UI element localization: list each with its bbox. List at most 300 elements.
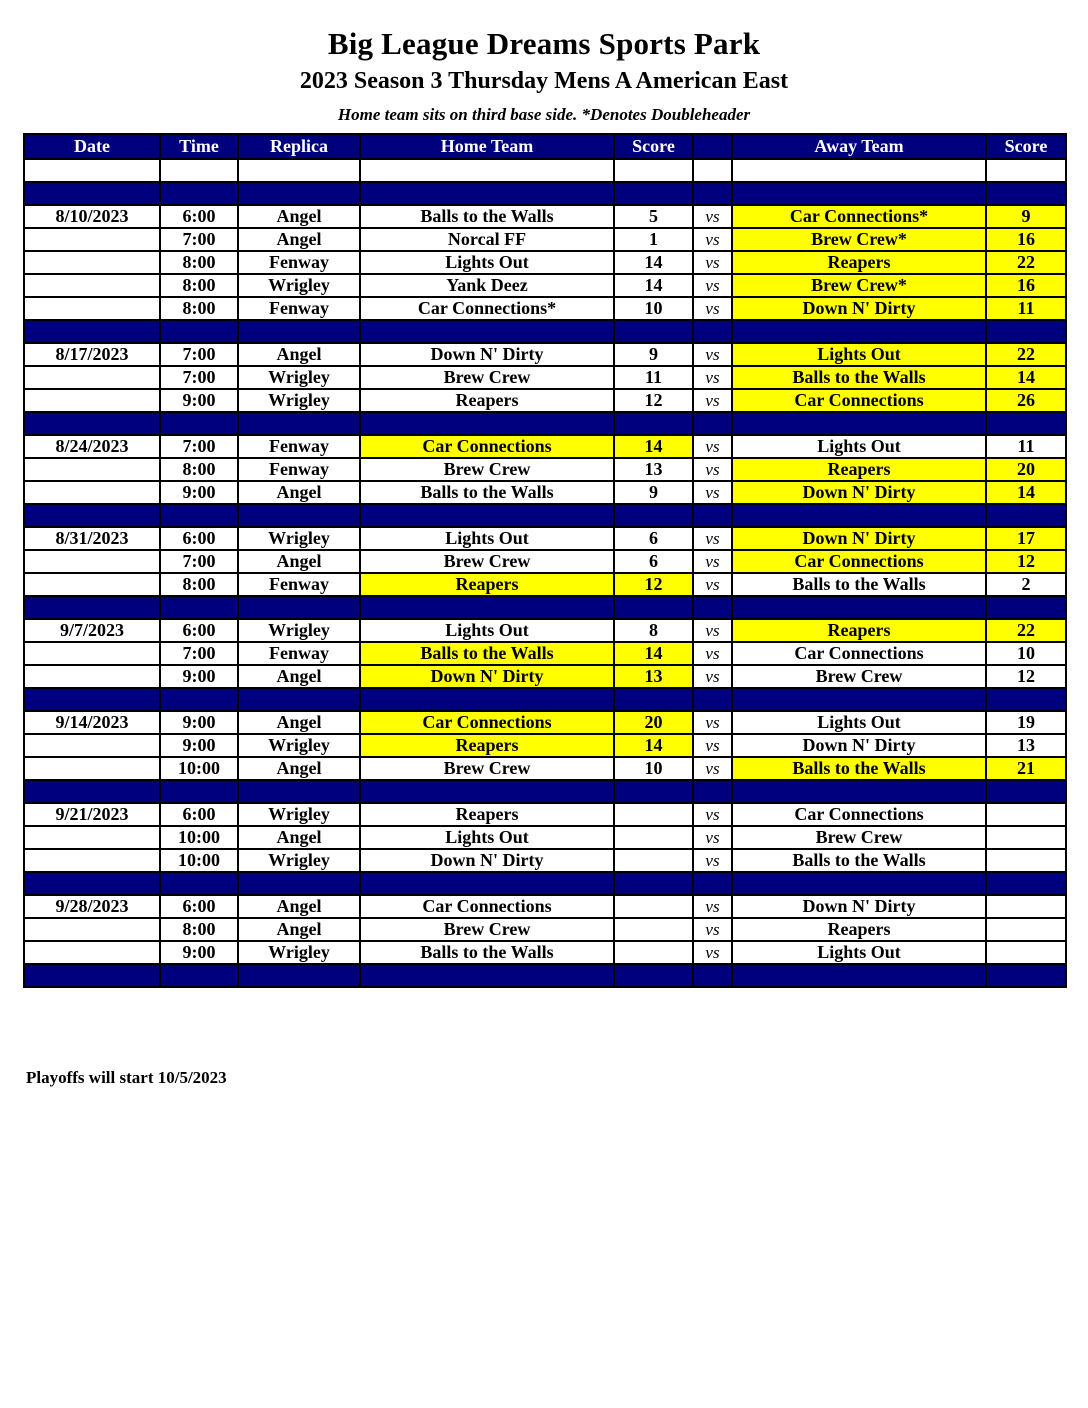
empty-cell bbox=[238, 504, 360, 527]
game-date bbox=[24, 251, 160, 274]
game-row bbox=[24, 918, 1066, 941]
vs-label: vs bbox=[693, 435, 732, 458]
empty-cell bbox=[986, 320, 1066, 343]
home-team: Down N' Dirty bbox=[360, 849, 614, 872]
game-date bbox=[24, 481, 160, 504]
game-time: 8:00 bbox=[160, 274, 238, 297]
empty-cell bbox=[732, 780, 986, 803]
away-score bbox=[986, 826, 1066, 849]
game-row bbox=[24, 297, 1066, 320]
home-team: Balls to the Walls bbox=[360, 205, 614, 228]
vs-label: vs bbox=[693, 734, 732, 757]
home-team: Balls to the Walls bbox=[360, 481, 614, 504]
game-time: 10:00 bbox=[160, 849, 238, 872]
game-row bbox=[24, 458, 1066, 481]
away-team: Brew Crew* bbox=[732, 228, 986, 251]
empty-cell bbox=[732, 320, 986, 343]
game-row bbox=[24, 550, 1066, 573]
game-row bbox=[24, 619, 1066, 642]
home-team: Brew Crew bbox=[360, 366, 614, 389]
home-score: 14 bbox=[614, 251, 693, 274]
away-team: Balls to the Walls bbox=[732, 757, 986, 780]
home-score: 1 bbox=[614, 228, 693, 251]
separator-row bbox=[24, 964, 1066, 987]
home-score bbox=[614, 918, 693, 941]
home-team: Brew Crew bbox=[360, 757, 614, 780]
empty-cell bbox=[693, 504, 732, 527]
home-team: Balls to the Walls bbox=[360, 941, 614, 964]
empty-cell bbox=[360, 320, 614, 343]
home-score: 6 bbox=[614, 550, 693, 573]
game-replica: Angel bbox=[238, 918, 360, 941]
empty-cell bbox=[24, 964, 160, 987]
game-replica: Fenway bbox=[238, 251, 360, 274]
vs-label: vs bbox=[693, 389, 732, 412]
empty-cell bbox=[986, 964, 1066, 987]
game-replica: Fenway bbox=[238, 435, 360, 458]
home-team: Car Connections bbox=[360, 435, 614, 458]
home-score bbox=[614, 941, 693, 964]
away-team: Car Connections bbox=[732, 803, 986, 826]
home-score bbox=[614, 849, 693, 872]
game-time: 6:00 bbox=[160, 619, 238, 642]
vs-label: vs bbox=[693, 550, 732, 573]
vs-label: vs bbox=[693, 205, 732, 228]
game-replica: Fenway bbox=[238, 297, 360, 320]
away-score: 2 bbox=[986, 573, 1066, 596]
game-time: 8:00 bbox=[160, 297, 238, 320]
away-score bbox=[986, 895, 1066, 918]
schedule-note: Home team sits on third base side. *Denotes Doubleheader bbox=[337, 105, 751, 124]
vs-label: vs bbox=[693, 274, 732, 297]
separator-row bbox=[24, 688, 1066, 711]
col-away-team: Away Team bbox=[732, 134, 986, 159]
vs-label: vs bbox=[693, 297, 732, 320]
empty-cell bbox=[986, 872, 1066, 895]
game-replica: Angel bbox=[238, 757, 360, 780]
home-team: Norcal FF bbox=[360, 228, 614, 251]
home-team: Balls to the Walls bbox=[360, 642, 614, 665]
home-score: 9 bbox=[614, 481, 693, 504]
home-team: Car Connections* bbox=[360, 297, 614, 320]
away-score: 20 bbox=[986, 458, 1066, 481]
col-time: Time bbox=[160, 134, 238, 159]
empty-cell bbox=[24, 159, 160, 182]
away-score: 14 bbox=[986, 366, 1066, 389]
vs-label: vs bbox=[693, 665, 732, 688]
game-time: 8:00 bbox=[160, 918, 238, 941]
away-score: 22 bbox=[986, 251, 1066, 274]
game-time: 9:00 bbox=[160, 711, 238, 734]
empty-cell bbox=[614, 504, 693, 527]
home-team: Lights Out bbox=[360, 619, 614, 642]
home-team: Reapers bbox=[360, 573, 614, 596]
game-row bbox=[24, 803, 1066, 826]
vs-label: vs bbox=[693, 918, 732, 941]
empty-cell bbox=[24, 504, 160, 527]
game-time: 6:00 bbox=[160, 527, 238, 550]
empty-cell bbox=[693, 320, 732, 343]
away-score: 16 bbox=[986, 274, 1066, 297]
game-time: 9:00 bbox=[160, 665, 238, 688]
game-date bbox=[24, 458, 160, 481]
away-team: Brew Crew* bbox=[732, 274, 986, 297]
away-team: Car Connections bbox=[732, 550, 986, 573]
game-date: 9/7/2023 bbox=[24, 619, 160, 642]
home-score: 6 bbox=[614, 527, 693, 550]
away-team: Balls to the Walls bbox=[732, 573, 986, 596]
game-date bbox=[24, 550, 160, 573]
col-vs bbox=[693, 134, 732, 159]
separator-row bbox=[24, 872, 1066, 895]
empty-cell bbox=[24, 688, 160, 711]
game-time: 9:00 bbox=[160, 389, 238, 412]
game-date: 8/24/2023 bbox=[24, 435, 160, 458]
game-row bbox=[24, 389, 1066, 412]
empty-cell bbox=[732, 182, 986, 205]
game-time: 8:00 bbox=[160, 458, 238, 481]
game-time: 9:00 bbox=[160, 734, 238, 757]
game-time: 7:00 bbox=[160, 343, 238, 366]
away-score: 14 bbox=[986, 481, 1066, 504]
empty-cell bbox=[238, 596, 360, 619]
game-date bbox=[24, 757, 160, 780]
empty-cell bbox=[614, 596, 693, 619]
game-date bbox=[24, 366, 160, 389]
game-row bbox=[24, 665, 1066, 688]
empty-cell bbox=[160, 688, 238, 711]
empty-cell bbox=[24, 596, 160, 619]
game-row bbox=[24, 895, 1066, 918]
empty-cell bbox=[986, 504, 1066, 527]
blank-row bbox=[24, 159, 1066, 182]
home-score: 14 bbox=[614, 274, 693, 297]
empty-cell bbox=[160, 872, 238, 895]
game-time: 8:00 bbox=[160, 251, 238, 274]
empty-cell bbox=[614, 780, 693, 803]
header-row bbox=[24, 134, 1066, 159]
empty-cell bbox=[693, 159, 732, 182]
game-row bbox=[24, 228, 1066, 251]
game-date bbox=[24, 573, 160, 596]
col-home-team: Home Team bbox=[360, 134, 614, 159]
away-team: Down N' Dirty bbox=[732, 297, 986, 320]
away-team: Reapers bbox=[732, 619, 986, 642]
game-replica: Wrigley bbox=[238, 803, 360, 826]
game-row bbox=[24, 826, 1066, 849]
game-row bbox=[24, 757, 1066, 780]
home-score: 13 bbox=[614, 665, 693, 688]
home-score: 14 bbox=[614, 734, 693, 757]
empty-cell bbox=[693, 596, 732, 619]
empty-cell bbox=[614, 412, 693, 435]
home-team: Reapers bbox=[360, 803, 614, 826]
away-team: Balls to the Walls bbox=[732, 366, 986, 389]
home-team: Brew Crew bbox=[360, 458, 614, 481]
game-replica: Wrigley bbox=[238, 366, 360, 389]
away-score bbox=[986, 918, 1066, 941]
vs-label: vs bbox=[693, 895, 732, 918]
empty-cell bbox=[360, 780, 614, 803]
separator-row bbox=[24, 504, 1066, 527]
empty-cell bbox=[986, 596, 1066, 619]
game-replica: Wrigley bbox=[238, 941, 360, 964]
empty-cell bbox=[360, 159, 614, 182]
home-team: Down N' Dirty bbox=[360, 665, 614, 688]
game-row bbox=[24, 366, 1066, 389]
game-row bbox=[24, 251, 1066, 274]
empty-cell bbox=[693, 964, 732, 987]
playoffs-note: Playoffs will start 10/5/2023 bbox=[26, 1068, 227, 1087]
game-row bbox=[24, 941, 1066, 964]
game-time: 8:00 bbox=[160, 573, 238, 596]
game-time: 7:00 bbox=[160, 366, 238, 389]
empty-cell bbox=[732, 504, 986, 527]
away-score: 11 bbox=[986, 435, 1066, 458]
game-replica: Fenway bbox=[238, 458, 360, 481]
away-team: Brew Crew bbox=[732, 665, 986, 688]
away-score: 12 bbox=[986, 550, 1066, 573]
empty-cell bbox=[238, 780, 360, 803]
away-score bbox=[986, 941, 1066, 964]
empty-cell bbox=[732, 159, 986, 182]
vs-label: vs bbox=[693, 527, 732, 550]
empty-cell bbox=[732, 964, 986, 987]
game-replica: Wrigley bbox=[238, 389, 360, 412]
game-date bbox=[24, 228, 160, 251]
game-replica: Angel bbox=[238, 343, 360, 366]
home-score: 10 bbox=[614, 297, 693, 320]
empty-cell bbox=[238, 688, 360, 711]
empty-cell bbox=[24, 320, 160, 343]
away-team: Lights Out bbox=[732, 435, 986, 458]
game-replica: Wrigley bbox=[238, 849, 360, 872]
col-date: Date bbox=[24, 134, 160, 159]
game-date: 9/21/2023 bbox=[24, 803, 160, 826]
empty-cell bbox=[614, 872, 693, 895]
away-team: Reapers bbox=[732, 458, 986, 481]
empty-cell bbox=[160, 964, 238, 987]
empty-cell bbox=[614, 320, 693, 343]
vs-label: vs bbox=[693, 458, 732, 481]
game-replica: Fenway bbox=[238, 642, 360, 665]
schedule-body bbox=[24, 159, 1066, 987]
away-score: 9 bbox=[986, 205, 1066, 228]
game-row bbox=[24, 343, 1066, 366]
game-replica: Angel bbox=[238, 550, 360, 573]
vs-label: vs bbox=[693, 366, 732, 389]
vs-label: vs bbox=[693, 849, 732, 872]
empty-cell bbox=[24, 780, 160, 803]
away-team: Down N' Dirty bbox=[732, 734, 986, 757]
home-score: 13 bbox=[614, 458, 693, 481]
away-team: Car Connections bbox=[732, 642, 986, 665]
home-score: 8 bbox=[614, 619, 693, 642]
game-row bbox=[24, 205, 1066, 228]
away-score bbox=[986, 803, 1066, 826]
game-row bbox=[24, 734, 1066, 757]
empty-cell bbox=[238, 412, 360, 435]
empty-cell bbox=[614, 159, 693, 182]
away-score: 22 bbox=[986, 343, 1066, 366]
home-score: 20 bbox=[614, 711, 693, 734]
empty-cell bbox=[24, 182, 160, 205]
home-team: Yank Deez bbox=[360, 274, 614, 297]
empty-cell bbox=[693, 780, 732, 803]
away-team: Reapers bbox=[732, 251, 986, 274]
game-date bbox=[24, 849, 160, 872]
game-date bbox=[24, 918, 160, 941]
game-time: 7:00 bbox=[160, 228, 238, 251]
game-row bbox=[24, 274, 1066, 297]
empty-cell bbox=[160, 412, 238, 435]
home-score: 5 bbox=[614, 205, 693, 228]
home-score bbox=[614, 895, 693, 918]
away-team: Down N' Dirty bbox=[732, 527, 986, 550]
away-score: 16 bbox=[986, 228, 1066, 251]
game-time: 6:00 bbox=[160, 205, 238, 228]
home-team: Car Connections bbox=[360, 711, 614, 734]
away-score: 13 bbox=[986, 734, 1066, 757]
away-team: Lights Out bbox=[732, 941, 986, 964]
game-row bbox=[24, 849, 1066, 872]
home-score bbox=[614, 803, 693, 826]
away-score bbox=[986, 849, 1066, 872]
game-time: 7:00 bbox=[160, 550, 238, 573]
game-replica: Wrigley bbox=[238, 274, 360, 297]
home-team: Reapers bbox=[360, 389, 614, 412]
game-time: 10:00 bbox=[160, 826, 238, 849]
home-team: Brew Crew bbox=[360, 550, 614, 573]
game-date: 8/31/2023 bbox=[24, 527, 160, 550]
game-date bbox=[24, 297, 160, 320]
empty-cell bbox=[986, 159, 1066, 182]
home-score: 12 bbox=[614, 389, 693, 412]
vs-label: vs bbox=[693, 803, 732, 826]
empty-cell bbox=[238, 320, 360, 343]
game-date: 9/14/2023 bbox=[24, 711, 160, 734]
game-replica: Angel bbox=[238, 665, 360, 688]
vs-label: vs bbox=[693, 573, 732, 596]
game-replica: Angel bbox=[238, 481, 360, 504]
empty-cell bbox=[238, 182, 360, 205]
empty-cell bbox=[160, 780, 238, 803]
game-row bbox=[24, 642, 1066, 665]
vs-label: vs bbox=[693, 251, 732, 274]
empty-cell bbox=[238, 872, 360, 895]
home-score bbox=[614, 826, 693, 849]
empty-cell bbox=[360, 596, 614, 619]
away-team: Balls to the Walls bbox=[732, 849, 986, 872]
home-team: Reapers bbox=[360, 734, 614, 757]
game-date: 8/17/2023 bbox=[24, 343, 160, 366]
game-row bbox=[24, 711, 1066, 734]
away-team: Brew Crew bbox=[732, 826, 986, 849]
col-home-score: Score bbox=[614, 134, 693, 159]
home-score: 14 bbox=[614, 642, 693, 665]
away-team: Down N' Dirty bbox=[732, 481, 986, 504]
empty-cell bbox=[693, 182, 732, 205]
game-date bbox=[24, 274, 160, 297]
game-replica: Angel bbox=[238, 895, 360, 918]
empty-cell bbox=[360, 964, 614, 987]
empty-cell bbox=[732, 872, 986, 895]
col-away-score: Score bbox=[986, 134, 1066, 159]
game-replica: Fenway bbox=[238, 573, 360, 596]
empty-cell bbox=[24, 872, 160, 895]
empty-cell bbox=[360, 412, 614, 435]
empty-cell bbox=[693, 688, 732, 711]
away-score: 12 bbox=[986, 665, 1066, 688]
empty-cell bbox=[360, 504, 614, 527]
game-row bbox=[24, 481, 1066, 504]
game-replica: Angel bbox=[238, 205, 360, 228]
game-date bbox=[24, 941, 160, 964]
home-score: 11 bbox=[614, 366, 693, 389]
game-date bbox=[24, 826, 160, 849]
game-time: 9:00 bbox=[160, 481, 238, 504]
game-time: 6:00 bbox=[160, 895, 238, 918]
empty-cell bbox=[986, 780, 1066, 803]
vs-label: vs bbox=[693, 642, 732, 665]
empty-cell bbox=[614, 964, 693, 987]
empty-cell bbox=[732, 412, 986, 435]
home-team: Car Connections bbox=[360, 895, 614, 918]
empty-cell bbox=[160, 320, 238, 343]
empty-cell bbox=[693, 412, 732, 435]
empty-cell bbox=[360, 182, 614, 205]
home-team: Lights Out bbox=[360, 826, 614, 849]
empty-cell bbox=[986, 688, 1066, 711]
away-score: 17 bbox=[986, 527, 1066, 550]
away-score: 26 bbox=[986, 389, 1066, 412]
empty-cell bbox=[614, 182, 693, 205]
game-replica: Wrigley bbox=[238, 734, 360, 757]
game-date: 8/10/2023 bbox=[24, 205, 160, 228]
col-replica: Replica bbox=[238, 134, 360, 159]
home-score: 14 bbox=[614, 435, 693, 458]
home-team: Down N' Dirty bbox=[360, 343, 614, 366]
home-team: Lights Out bbox=[360, 527, 614, 550]
empty-cell bbox=[732, 688, 986, 711]
game-row bbox=[24, 435, 1066, 458]
empty-cell bbox=[238, 159, 360, 182]
away-score: 22 bbox=[986, 619, 1066, 642]
vs-label: vs bbox=[693, 343, 732, 366]
away-team: Car Connections bbox=[732, 389, 986, 412]
away-team: Down N' Dirty bbox=[732, 895, 986, 918]
separator-row bbox=[24, 780, 1066, 803]
away-score: 21 bbox=[986, 757, 1066, 780]
empty-cell bbox=[693, 872, 732, 895]
home-score: 9 bbox=[614, 343, 693, 366]
game-date bbox=[24, 389, 160, 412]
empty-cell bbox=[986, 182, 1066, 205]
vs-label: vs bbox=[693, 481, 732, 504]
game-time: 10:00 bbox=[160, 757, 238, 780]
away-score: 10 bbox=[986, 642, 1066, 665]
home-score: 10 bbox=[614, 757, 693, 780]
game-date bbox=[24, 665, 160, 688]
separator-row bbox=[24, 320, 1066, 343]
game-time: 7:00 bbox=[160, 642, 238, 665]
vs-label: vs bbox=[693, 228, 732, 251]
empty-cell bbox=[24, 412, 160, 435]
game-row bbox=[24, 573, 1066, 596]
separator-row bbox=[24, 182, 1066, 205]
empty-cell bbox=[732, 596, 986, 619]
away-team: Reapers bbox=[732, 918, 986, 941]
